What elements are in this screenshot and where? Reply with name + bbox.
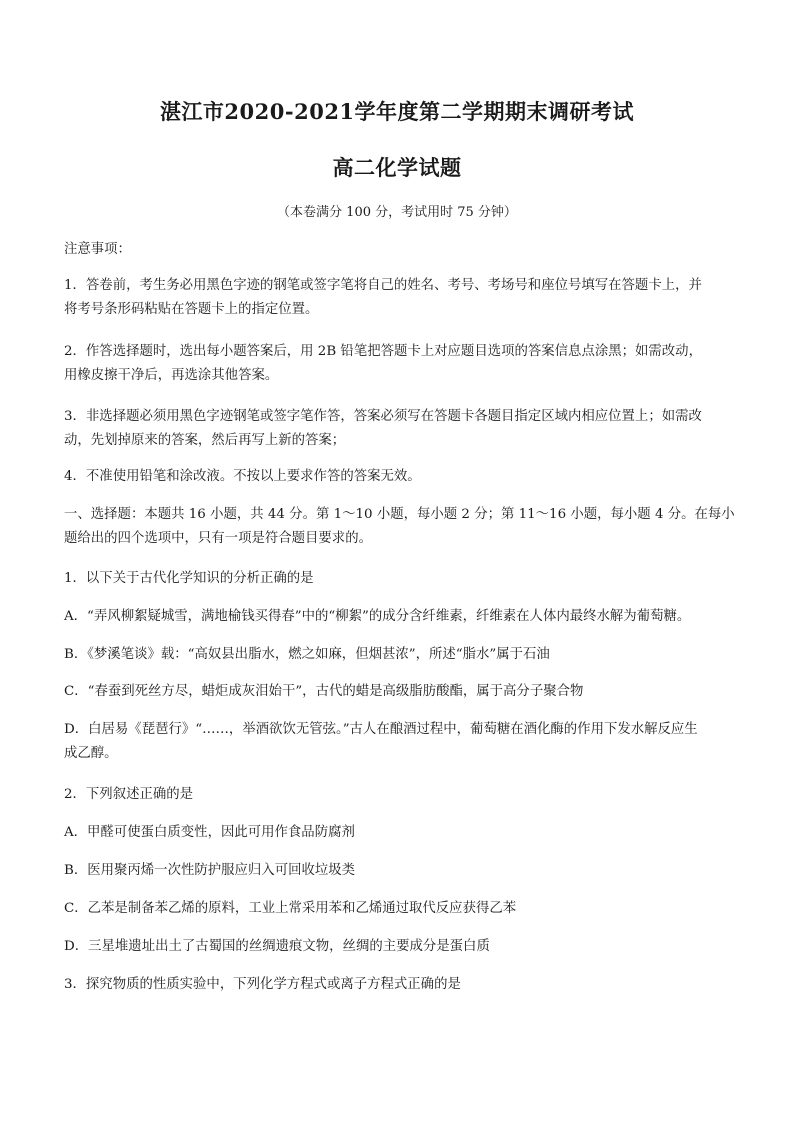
notice-item-2-line-2: 用橡皮擦干净后，再选涂其他答案。 xyxy=(64,368,279,383)
question-1-option-c: C．“春蚕到死丝方尽，蜡炬成灰泪始干”，古代的蜡是高级脂肪酸酯，属于高分子聚合物 xyxy=(64,684,584,699)
notice-item-1-line-2: 将考号条形码粘贴在答题卡上的指定位置。 xyxy=(64,302,319,317)
section-instructions-line-2: 题给出的四个选项中，只有一项是符合题目要求的。 xyxy=(64,531,372,546)
notice-item-3-line-2: 动，先划掉原来的答案，然后再写上新的答案； xyxy=(64,433,346,448)
notice-item-4: 4．不准使用铅笔和涂改液。不按以上要求作答的答案无效。 xyxy=(64,469,421,484)
question-2-option-c: C．乙苯是制备苯乙烯的原料，工业上常采用苯和乙烯通过取代反应获得乙苯 xyxy=(64,901,517,916)
question-1-option-b: B．《梦溪笔谈》载：“高奴县出脂水，燃之如麻，但烟甚浓”，所述“脂水”属于石油 xyxy=(64,647,550,662)
notice-item-1-line-1: 1．答卷前，考生务必用黑色字迹的钢笔或签字笔将自己的姓名、考号、考场号和座位号填写在答题卡上，并 xyxy=(64,278,702,293)
question-2-option-b: B．医用聚丙烯一次性防护服应归入可回收垃圾类 xyxy=(64,863,356,878)
question-2-stem: 2．下列叙述正确的是 xyxy=(64,787,194,802)
subject-title: 高二化学试题 xyxy=(332,155,462,180)
question-1-stem: 1．以下关于古代化学知识的分析正确的是 xyxy=(64,571,314,586)
section-instructions-line-1: 一、选择题：本题共 16 小题，共 44 分。第 1～10 小题，每小题 2 分；第 11～16 小题，每小题 4 分。在每小 xyxy=(64,507,735,522)
question-1-option-d-line-1: D．白居易《琵琶行》“……，举酒欲饮无管弦。”古人在酿酒过程中，葡萄糖在酒化酶的作用下发水解反应生 xyxy=(64,722,698,737)
question-1-option-d-line-2: 成乙醇。 xyxy=(64,746,118,761)
notice-item-2-line-1: 2．作答选择题时，选出每小题答案后，用 2B 铅笔把答题卡上对应题目选项的答案信息点涂黑；如需改动， xyxy=(64,344,702,359)
notice-heading: 注意事项： xyxy=(64,242,131,257)
notice-item-3-line-1: 3．非选择题必须用黑色字迹钢笔或签字笔作答，答案必须写在答题卡各题目指定区域内相应位置上；如需改 xyxy=(64,409,702,424)
exam-title: 湛江市2020-2021学年度第二学期期末调研考试 xyxy=(159,99,635,124)
question-2-option-a: A．甲醛可使蛋白质变性，因此可用作食品防腐剂 xyxy=(64,825,355,840)
question-3-stem: 3．探究物质的性质实验中，下列化学方程式或离子方程式正确的是 xyxy=(64,977,461,992)
score-time-note: （本卷满分 100 分，考试用时 75 分钟） xyxy=(277,205,517,220)
question-2-option-d: D．三星堆遗址出土了古蜀国的丝绸遗痕文物，丝绸的主要成分是蛋白质 xyxy=(64,939,490,954)
question-1-option-a: A．“弄风柳絮疑城雪，满地榆钱买得春”中的“柳絮”的成分含纤维素，纤维素在人体内最终水解为葡萄糖。 xyxy=(64,609,691,624)
